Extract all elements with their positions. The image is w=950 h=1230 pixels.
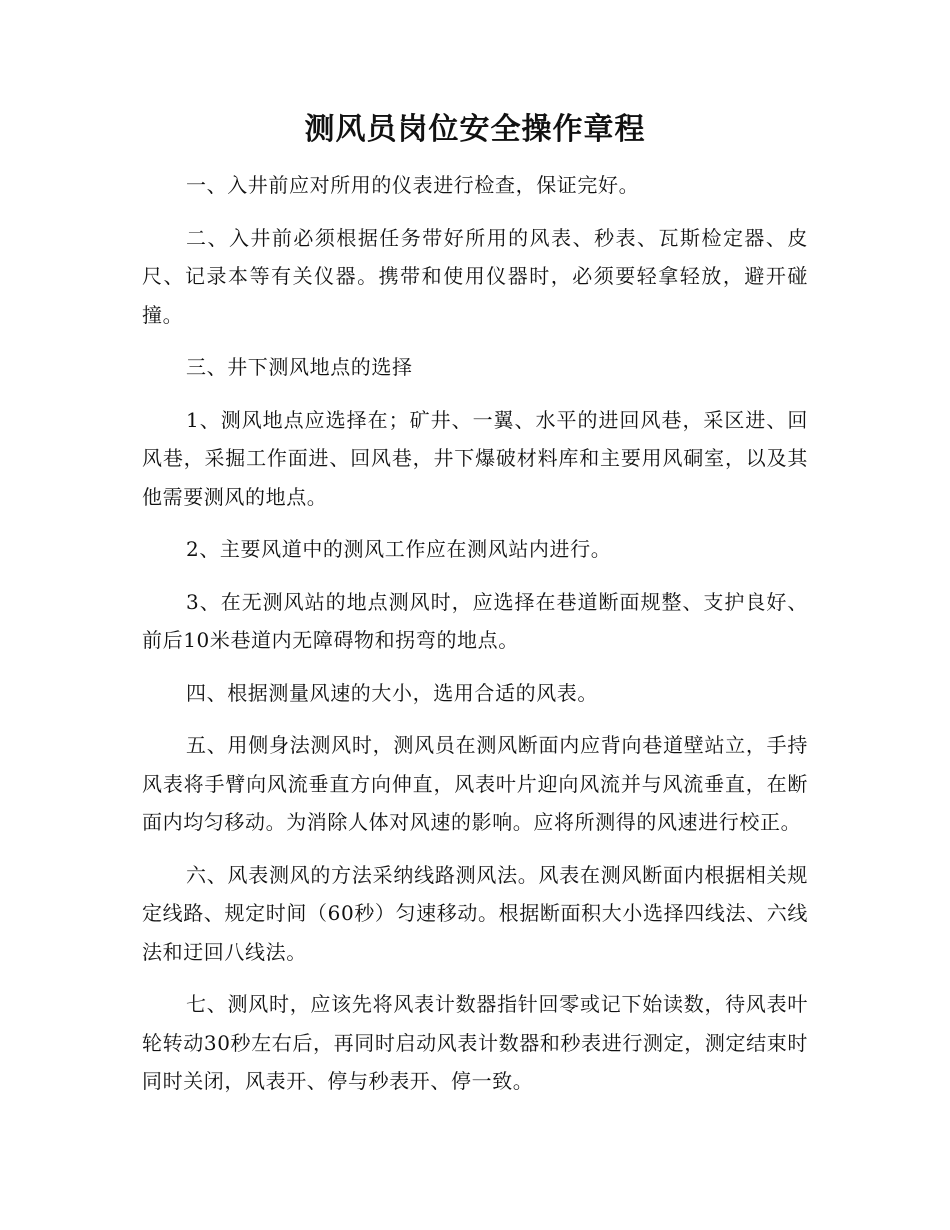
paragraph-1: 一、入井前应对所用的仪表进行检查，保证完好。 [186, 173, 640, 197]
paragraph-10: 七、测风时，应该先将风表计数器指针回零或记下始读数，待风表叶轮转动30秒左右后，再同时启动风表计数器和秒表进行测定，测定结束时同时关闭，风表开、停与秒表开、停一致。 [142, 992, 808, 1093]
paragraph-8: 五、用侧身法测风时，测风员在测风断面内应背向巷道壁站立，手持风表将手臂向风流垂直方向伸直，风表叶片迎向风流并与风流垂直，在断面内均匀移动。为消除人体对风速的影响。应将所测得的风速进行校正。 [142, 733, 808, 834]
paragraph-4: 1、测风地点应选择在；矿井、一翼、水平的进回风巷，采区进、回风巷，采掘工作面进、回风巷，井下爆破材料库和主要用风硐室，以及其他需要测风的地点。 [142, 407, 808, 509]
paragraph-5: 2、主要风道中的测风工作应在测风站内进行。 [186, 537, 612, 561]
paragraph-6: 3、在无测风站的地点测风时，应选择在巷道断面规整、支护良好、前后10米巷道内无障碍物和拐弯的地点。 [142, 589, 808, 652]
paragraph-9: 六、风表测风的方法采纳线路测风法。风表在测风断面内根据相关规定线路、规定时间（60秒）匀速移动。根据断面积大小选择四线法、六线法和迂回八线法。 [142, 862, 808, 964]
paragraph-7: 四、根据测量风速的大小，选用合适的风表。 [186, 680, 598, 705]
document-title: 测风员岗位安全操作章程 [304, 112, 646, 147]
paragraph-3: 三、井下测风地点的选择 [186, 355, 413, 379]
paragraph-2: 二、入井前必须根据任务带好所用的风表、秒表、瓦斯检定器、皮尺、记录本等有关仪器。携带和使用仪器时，必须要轻拿轻放，避开碰撞。 [142, 225, 808, 327]
document-body [142, 166, 808, 1115]
